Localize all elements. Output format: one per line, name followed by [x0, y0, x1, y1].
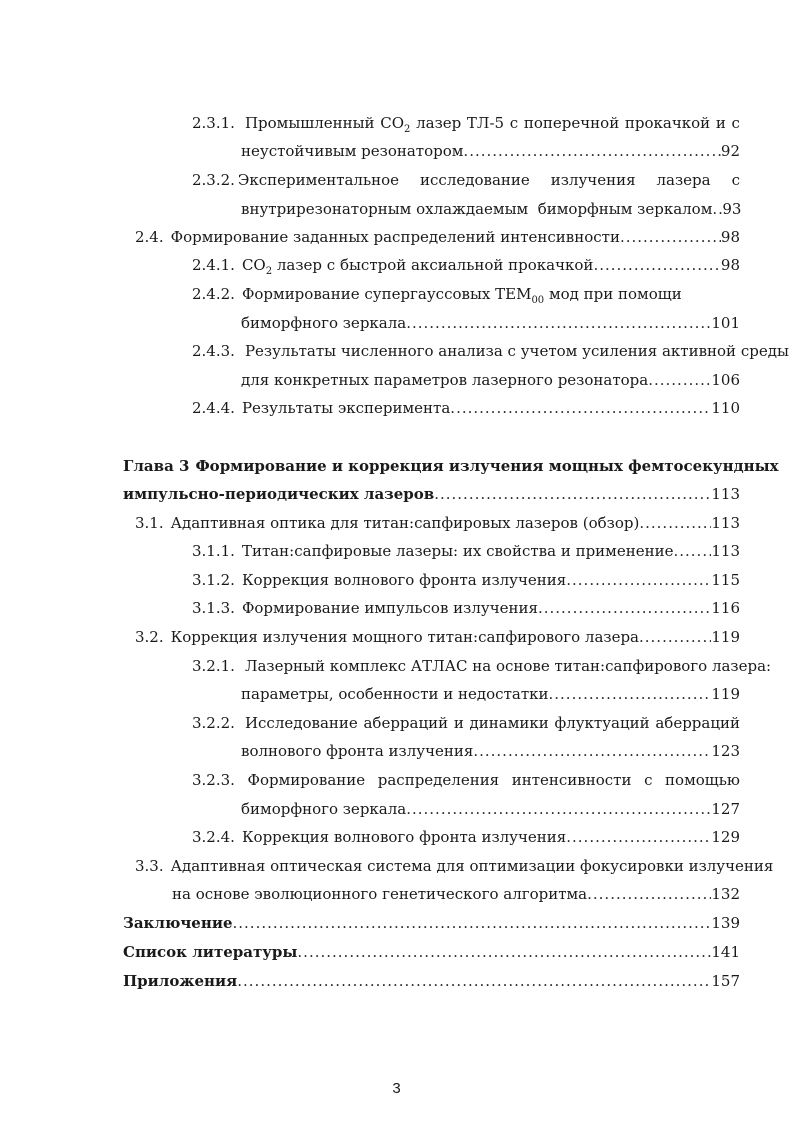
toc-appendices[interactable]	[123, 971, 740, 991]
toc-chapter-3-line1	[123, 456, 779, 476]
dot-leader	[463, 141, 720, 161]
toc-entry-title: Список литературы	[123, 943, 298, 961]
toc-entry-2-4-1[interactable]	[192, 255, 740, 278]
dot-leader	[549, 684, 712, 704]
toc-entry-title: Результаты численного анализа с учетом усиления активной среды	[244, 342, 789, 360]
toc-entry-2-4-3-line1	[192, 341, 789, 361]
toc-entry-title: Исследование аберраций и динамики флуктуаций аберраций	[244, 714, 740, 732]
dot-leader	[639, 627, 711, 647]
dot-leader	[233, 913, 712, 933]
toc-entry-number: 3.2.3.	[192, 771, 235, 789]
toc-page-number: 110	[711, 399, 740, 417]
chapter-title: импульсно-периодических лазеров	[123, 485, 435, 503]
toc-page-number: 106	[711, 371, 740, 389]
toc-page-number: 113	[711, 542, 740, 560]
dot-leader	[237, 971, 711, 991]
toc-entry-title: Коррекция излучения мощного титан:сапфирового лазера	[170, 628, 639, 646]
toc-page-number: 92	[720, 142, 740, 160]
toc-entry-number: 2.4.2.	[192, 285, 235, 303]
toc-entry-title: Коррекция волнового фронта излучения	[241, 828, 567, 846]
toc-page-number: 93	[722, 200, 742, 218]
toc-entry-number: 2.3.1.	[192, 114, 235, 132]
toc-entry-number: 3.1.2.	[192, 571, 235, 589]
toc-entry-3-1-2[interactable]	[192, 570, 740, 590]
toc-entry-word: распределения	[377, 771, 500, 789]
toc-entry-word: с	[731, 171, 740, 189]
dot-leader	[593, 255, 720, 275]
toc-entry-number: 3.1.	[135, 514, 164, 532]
toc-page-number: 115	[711, 571, 740, 589]
toc-entry-3-2[interactable]	[135, 627, 740, 647]
toc-entry-3-2-2-line2[interactable]	[241, 741, 740, 761]
toc-entry-title: Титан:сапфировые лазеры: их свойства и применение	[241, 542, 674, 560]
toc-page-number: 116	[711, 599, 740, 617]
toc-entry-word: лазера	[656, 171, 711, 189]
toc-page-number: 119	[711, 685, 740, 703]
toc-entry-number: 3.1.3.	[192, 599, 235, 617]
toc-entry-3-3-line1	[135, 856, 774, 876]
toc-entry-number: 3.2.2.	[192, 714, 235, 732]
toc-entry-title: неустойчивым резонатором	[241, 142, 464, 160]
page-number: 3	[392, 1080, 401, 1097]
toc-entry-2-3-1-line2[interactable]	[241, 141, 740, 161]
toc-entry-2-4[interactable]	[135, 227, 740, 247]
toc-references[interactable]	[123, 942, 740, 962]
dot-leader	[473, 741, 711, 761]
toc-entry-word: с	[644, 771, 653, 789]
toc-entry-3-2-3-line2[interactable]	[241, 799, 740, 819]
toc-entry-number: 2.4.1.	[192, 256, 235, 274]
toc-page-number: 123	[711, 742, 740, 760]
dot-leader	[587, 884, 711, 904]
toc-entry-3-2-1-line2[interactable]	[241, 684, 740, 704]
toc-entry-3-1-1[interactable]	[192, 541, 740, 561]
toc-entry-3-3-line2[interactable]	[172, 884, 740, 904]
toc-entry-2-4-2-line2[interactable]	[241, 313, 740, 333]
dot-leader	[566, 570, 711, 590]
toc-entry-number: 3.2.	[135, 628, 164, 646]
dot-leader	[620, 227, 721, 247]
toc-entry-title: Результаты эксперимента	[241, 399, 451, 417]
toc-entry-word: помощью	[665, 771, 740, 789]
toc-page-number: 119	[711, 628, 740, 646]
toc-entry-2-3-2-line2[interactable]	[241, 199, 740, 219]
toc-entry-title: на основе эволюционного генетического алгоритма	[172, 885, 588, 903]
toc-entry-word: излучения	[550, 171, 636, 189]
toc-entry-title: Приложения	[123, 972, 238, 990]
toc-page-number: 98	[720, 256, 740, 274]
toc-page-number: 157	[711, 972, 740, 990]
toc-entry-title: Формирование заданных распределений интенсивности	[170, 228, 620, 246]
toc-entry-3-2-4[interactable]	[192, 827, 740, 847]
toc-page-number: 139	[711, 914, 740, 932]
toc-entry-2-4-2-line1	[192, 284, 740, 307]
toc-entry-3-1-3[interactable]	[192, 598, 740, 618]
toc-entry-title: Формирование импульсов излучения	[241, 599, 538, 617]
toc-entry-title: для конкретных параметров лазерного резонатора	[241, 371, 649, 389]
dot-leader	[566, 827, 711, 847]
toc-entry-number: 2.3.2.	[192, 171, 235, 189]
toc-entry-word: исследование	[420, 171, 530, 189]
toc-entry-number: 3.2.1.	[192, 657, 235, 675]
toc-entry-title: Адаптивная оптическая система для оптимизации фокусировки излучения	[170, 857, 774, 875]
toc-entry-2-3-1-line1	[192, 113, 740, 136]
toc-entry-number: 2.4.3.	[192, 342, 235, 360]
dot-leader	[406, 799, 711, 819]
toc-page-number: 129	[711, 828, 740, 846]
toc-entry-2-4-4[interactable]	[192, 398, 740, 418]
toc-entry-title: Лазерный комплекс АТЛАС на основе титан:сапфирового лазера:	[244, 657, 772, 675]
toc-entry-word: Экспериментальное	[237, 171, 400, 189]
toc-entry-number: 3.3.	[135, 857, 164, 875]
toc-entry-2-4-3-line2[interactable]	[241, 370, 740, 390]
toc-entry-3-2-2-line1	[192, 713, 740, 733]
toc-entry-number: 3.2.4.	[192, 828, 235, 846]
dot-leader	[648, 370, 711, 390]
toc-entry-title: внутрирезонаторным охлаждаемым биморфным зеркалом	[241, 200, 713, 218]
toc-page-number: 101	[711, 314, 740, 332]
chapter-title: Формирование и коррекция излучения мощных фемтосекундных	[195, 457, 779, 475]
toc-entry-3-1[interactable]	[135, 513, 740, 533]
toc-entry-2-3-2-line1	[192, 170, 740, 190]
chapter-label: Глава 3	[123, 457, 190, 475]
dot-leader	[712, 199, 722, 219]
dot-leader	[673, 541, 711, 561]
toc-entry-title: волнового фронта излучения	[241, 742, 474, 760]
toc-entry-title: $CO_2$ лазер с быстрой аксиальной прокачкой	[241, 256, 594, 277]
toc-entry-title: Коррекция волнового фронта излучения	[241, 571, 567, 589]
toc-page-number: 113	[711, 514, 740, 532]
toc-entry-3-2-3-line1	[192, 770, 740, 790]
dot-leader	[450, 398, 711, 418]
toc-entry-title: биморфного зеркала	[241, 800, 407, 818]
dot-leader	[639, 513, 711, 533]
toc-entry-number: 2.4.	[135, 228, 164, 246]
toc-page-number: 127	[711, 800, 740, 818]
dot-leader	[406, 313, 711, 333]
toc-entry-number: 2.4.4.	[192, 399, 235, 417]
toc-chapter-3-line2[interactable]	[123, 484, 740, 504]
toc-page-number: 113	[711, 485, 740, 503]
toc-entry-title: Заключение	[123, 914, 233, 932]
toc-entry-3-2-1-line1	[192, 656, 772, 676]
toc-entry-title: Промышленный $CO_2$ лазер ТЛ-5 с поперечной прокачкой и с	[244, 114, 740, 135]
dot-leader	[434, 484, 711, 504]
toc-page-number: 132	[711, 885, 740, 903]
toc-entry-title: Формирование супергауссовых $TEM_{00}$ мод при помощи	[241, 285, 682, 306]
toc-entry-word: Формирование	[247, 771, 366, 789]
toc-entry-title: параметры, особенности и недостатки	[241, 685, 549, 703]
toc-entry-title: Адаптивная оптика для титан:сапфировых лазеров (обзор)	[170, 514, 640, 532]
toc-entry-number: 3.1.1.	[192, 542, 235, 560]
toc-entry-word: интенсивности	[511, 771, 632, 789]
toc-page-number: 98	[720, 228, 740, 246]
dot-leader	[297, 942, 711, 962]
dot-leader	[538, 598, 711, 618]
toc-page-number: 141	[711, 943, 740, 961]
toc-entry-title: биморфного зеркала	[241, 314, 407, 332]
toc-conclusion[interactable]	[123, 913, 740, 933]
